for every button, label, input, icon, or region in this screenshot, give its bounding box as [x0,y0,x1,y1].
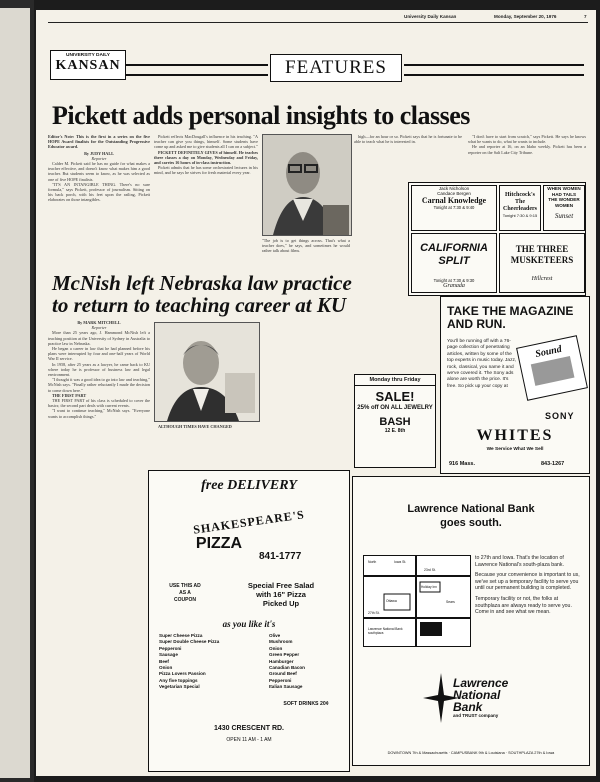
bank-ad-copy: to 27th and Iowa. That's the location of Lawrence National's south-plaza bank. Because your convenience is important to us, we've set up a temporary facility to serve you until our permanent building is completed. Temporary facility or not, the folks at southplaza are always ready to serve you. Come in and see what we mean. [475,555,580,616]
bank-logo: Lawrence National Bank and TRUST company [453,676,509,718]
paper-name: University Daily Kansan [404,14,457,19]
page-number: 7 [584,14,587,19]
whites-logo: WHITES [476,427,554,444]
bank-location-map: 23rd St. 27th St. Iowa St. Lawrence National Bank southplaza Holiday Inn Ottawa Sears North [363,555,471,647]
story1-column-4: "I don't have to start from scratch," says Pickett. He says he knows what he wants to do, what he wants to include. He and reporter at 16, on an Idaho weekly. Pickett has been a reporter on the Salt Lake City Tribune. [468,134,586,155]
bank-ad: Lawrence National Bank goes south. 23rd St. 27th St. Iowa St. Lawrence National Bank southplaza Holiday Inn Ottawa Sears North to 27th and Iowa. That's the location of Lawrence National's south-plaza bank. Because your convenience is important to us, we've set up a temporary facility to serve you until our permanent building is completed. Temporary facility or not, the folks at southplaza are always ready to serve you. Come in and see what we mean. Lawrence National Bank and TRUST company DOWNTOWN 7th & Massachusetts · CAMPUSBANK 9th & Louisiana · SOUTHPLAZA 27th & Iowa [352,476,590,766]
story1-column-3: high—for an hour or so. Pickett says that he is fortunate to be able to teach what he is interested in. [354,134,462,145]
story2-column-2: ALTHOUGH TIMES HAVE CHANGED [158,424,232,429]
pizza-toppings: Olive Mushroom Onion Green Pepper Hamburger Canadian Bacon Ground Beef Pepperoni Italian Sausage [269,633,305,690]
theatre-ad: Jack Nicholson Candace Bergen Carnal Knowledge Tonight at 7:30 & 9:40 Hitchcock's The Cheerleaders Tonight 7:30 & 9:15 WHEN WOMEN HAD TAILS THE WONDER WOMEN Sunset CALIFORNIA SPLIT Tonight at 7:30 & 9:30 Granada THE THREE MUSKETEERS Hillcrest [408,182,586,296]
section-title: FEATURES [270,54,402,82]
story1-role: Reporter [91,155,107,161]
pizza-ad: free DELIVERY SHAKESPEARE'S PIZZA 841-1777 USE THIS AD AS A COUPON Special Free Salad with 16" Pizza Picked Up as you like it's Super Cheese Pizza Super Double Cheese Pizza Pepperoni Sausage Beef Onion Pizza Lovers Passion Any five toppings Vegetarian Special Olive Mushroom Onion Green Pepper Hamburger Canadian Bacon Ground Beef Pepperoni Italian Sausage SOFT DRINKS 20¢ 1430 CRESCENT RD. OPEN 11 AM - 1 AM [148,470,350,772]
story1-column-2: Pickett reflects MacDougall's influence in his teaching. "A teacher can give you things, himself. Some students have come up and asked me to give students all I can on a subject." PICKETT DEFINITELY GIVES of himself. He teaches three classes a day on Monday, Wednesday and Friday, and carries 16 hours of in-class instruction. Pickett admits that he has some orchestrated lectures in his mind, and he says he strives for fresh material every year. [154,134,258,176]
story1-byline: By JUDY HALL [84,150,114,156]
magazine-cover-title: Sound [534,343,563,361]
sony-logo: SONY [545,411,575,421]
pizza-brand: SHAKESPEARE'S [192,507,306,537]
mcnish-photo [154,322,260,422]
newspaper-page [36,10,596,776]
story1-intro: Editor's Note: This is the first in a series on the five HOPE Award finalists for the Outstanding Progressive Educator award. [48,134,150,150]
story1-headline: Pickett adds personal insights to classes [52,101,470,130]
story1-column-1: Editor's Note: This is the first in a series on the five HOPE Award finalists for the Outstanding Progressive Educator award. By JUDY HALL Reporter Calder M. Pickett said he has no guide for what makes a teacher effective, and doesn't know what makes him a good teacher. But students seem to know, as he was selected as one of five HOPE finalists. "IT'S AN INTANGIBLE THING. There's no sure formula," says Pickett, professor of journalism. Sitting on his back porch, with his feet upon the railing, Pickett elaborates on those intangibles. [48,134,150,203]
pizza-phone: 841-1777 [259,551,302,562]
story2-column-1: By MARK MITCHELL Reporter More than 25 years ago, J. Hammond McNish left a teaching position at the University of Sydney in Australia to practice law in Nebraska. He began a career in law that he had planned before his plans were interrupted by four and one-half years of World War II service. In 1958, after 25 years as a lawyer, he came back to KU where today he is professor of business law and legal environment. "I thought it was a good idea to go into law and teaching," McNish says. "Finally rather reluctantly I made the decision to come down here." THE FIRST PART THE FIRST PART of his class is scheduled to cover the basics; the second part deals with current events. "I want to continue teaching," McNish says. "Everyone wants to accomplish things." [48,320,150,419]
kansan-logo: UNIVERSITY DAILY KANSAN [50,50,126,80]
pizza-menu: Super Cheese Pizza Super Double Cheese Pizza Pepperoni Sausage Beef Onion Pizza Lovers Passion Any five toppings Vegetarian Special [159,633,220,690]
story2-column-3 [262,322,350,327]
story2-headline: McNish left Nebraska law practice to return to teaching career at KU [52,271,352,317]
jewelry-sale-ad: Monday thru Friday SALE! 25% off ON ALL JEWELRY BASH 12 E. 8th [354,374,436,468]
sony-magazine-ad: TAKE THE MAGAZINE AND RUN. You'll be running off with a 76-page collection of penetrating articles, written by some of the top experts in music today. Jazz, rock, classical, you name it and we've covered it. The Sony ads alone are worth the price. It's free. So pick up your copy at Sound SONY WHITES We Service What We Sell 916 Mass. 843-1267 [440,296,590,474]
pickett-photo [262,134,352,236]
story2-byline: By MARK MITCHELL [77,320,121,325]
photo-caption: "The job is to get things across. That's what a teacher does," he says, and sometimes he would rather talk about films. [262,238,350,254]
adjacent-page-edge [0,0,34,782]
issue-date: Monday, September 20, 1976 [494,14,557,19]
